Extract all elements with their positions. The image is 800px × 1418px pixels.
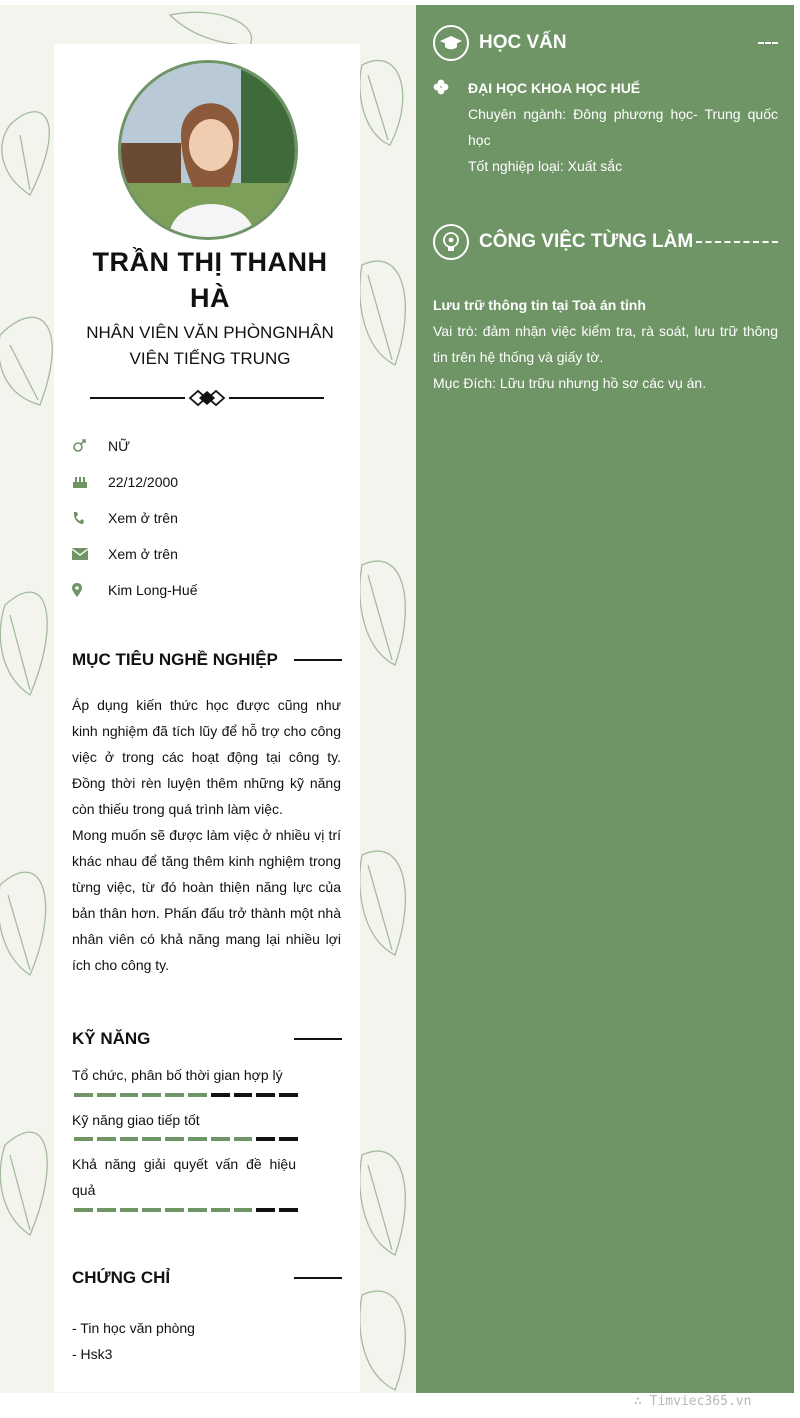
skill-bar-segment	[165, 1137, 184, 1141]
info-row-gender	[72, 428, 342, 464]
objective-title: MỤC TIÊU NGHỀ NGHIỆP	[72, 650, 278, 669]
birthday-cake-icon	[72, 475, 108, 489]
skill-bar-segment	[211, 1137, 230, 1141]
skill-bar-segment	[97, 1093, 116, 1097]
right-column	[416, 5, 794, 1393]
education-title: HỌC VẤN	[479, 32, 567, 53]
skill-bar-segment	[165, 1208, 184, 1212]
skill-label: Kỹ năng giao tiếp tốt	[72, 1112, 200, 1128]
company-name: Lưu trữ thông tin tại Toà án tỉnh	[433, 297, 646, 313]
skill-bar-segment	[234, 1093, 253, 1097]
certificate-item: - Hsk3	[72, 1346, 113, 1362]
site-watermark: ∴ Timviec365.vn	[634, 1394, 752, 1409]
email-value: Xem ở trên	[108, 546, 178, 562]
skill-bar-segment	[234, 1137, 253, 1141]
skill-bar-segment	[211, 1093, 230, 1097]
education-entry	[433, 75, 778, 179]
skill-bar-segment	[120, 1208, 139, 1212]
skill-bar-segment	[279, 1093, 298, 1097]
candidate-name: TRẦN THỊ THANH HÀ	[92, 247, 328, 313]
school-name: ĐẠI HỌC KHOA HỌC HUẾ	[468, 80, 641, 96]
certificates-title: CHỨNG CHỈ	[72, 1268, 171, 1287]
personal-info-list	[72, 428, 342, 608]
skill-bar-segment	[142, 1208, 161, 1212]
certificate-item: - Tin học văn phòng	[72, 1320, 195, 1336]
skill-label: Khả năng giải quyết vấn đề hiệu quả	[72, 1156, 296, 1198]
skill-bar-segment	[188, 1208, 207, 1212]
skill-bar-segment	[234, 1208, 253, 1212]
skill-bar-segment	[279, 1208, 298, 1212]
experience-title: CÔNG VIỆC TỪNG LÀM	[479, 231, 694, 252]
envelope-icon	[72, 548, 108, 560]
skill-bar-segment	[97, 1137, 116, 1141]
graduation-grade: Tốt nghiệp loại: Xuất sắc	[468, 158, 623, 174]
avatar-photo-icon	[121, 63, 295, 237]
skills-section-title	[72, 1027, 342, 1051]
education-header	[433, 24, 778, 62]
role-description: Vai trò: đảm nhận việc kiểm tra, rà soát, lưu trữ thông tin trên hệ thống và giấy tờ.	[433, 323, 778, 365]
objective-paragraph-2: Mong muốn sẽ được làm việc ở nhiều vị trí khác nhau để tăng thêm kinh nghiệm trong từng việc, từ đó hoàn thiện năng lực của bản thân hơn. Phấn đấu trở thành một nhà nhân viên có khả năng mang lại nhiều lợi ích cho công ty.	[72, 827, 341, 973]
phone-value: Xem ở trên	[108, 510, 178, 526]
skill-bar-segment	[142, 1093, 161, 1097]
gender-icon	[72, 439, 108, 453]
phone-icon	[72, 511, 108, 525]
map-marker-icon	[72, 583, 108, 597]
info-row-email	[72, 536, 342, 572]
info-row-address	[72, 572, 342, 608]
header-dash-line	[758, 42, 778, 44]
skill-bar-segment	[120, 1137, 139, 1141]
skill-level-bar	[74, 1137, 298, 1141]
skill-level-bar	[74, 1093, 298, 1097]
skill-bar-segment	[256, 1093, 275, 1097]
skill-bar-segment	[74, 1093, 93, 1097]
birthday-value: 22/12/2000	[108, 474, 179, 490]
experience-header	[433, 223, 778, 261]
skill-bar-segment	[188, 1137, 207, 1141]
certificates-section-title	[72, 1266, 342, 1290]
address-value: Kim Long-Huế	[108, 582, 198, 598]
skill-bar-segment	[74, 1208, 93, 1212]
job-title: NHÂN VIÊN VĂN PHÒNGNHÂN VIÊN TIẾNG TRUNG	[86, 323, 334, 368]
info-row-birthday	[72, 464, 342, 500]
skills-title: KỸ NĂNG	[72, 1029, 151, 1048]
skill-bar-segment	[256, 1208, 275, 1212]
objective-paragraph-1: Áp dụng kiến thức học được cũng như kinh nghiệm đã tích lũy để hỗ trợ cho công việc ở trong các hoạt động tại công ty. Đồng thời rèn luyện thêm những kỹ năng còn thiếu trong quá trình làm việc.	[72, 697, 341, 817]
objective-section-title	[72, 648, 342, 672]
info-row-phone	[72, 500, 342, 536]
graduation-cap-icon	[433, 25, 469, 61]
ornament-divider-icon	[90, 388, 324, 408]
title-line	[294, 659, 342, 661]
skill-bar-segment	[279, 1137, 298, 1141]
gender-value: NỮ	[108, 438, 131, 454]
skill-bar-segment	[211, 1208, 230, 1212]
skill-bar-segment	[120, 1093, 139, 1097]
header-dash-line	[696, 241, 778, 243]
skill-bar-segment	[97, 1208, 116, 1212]
skill-bar-segment	[256, 1137, 275, 1141]
lightbulb-gear-icon	[433, 224, 469, 260]
major: Chuyên ngành: Đông phương học- Trung quốc học	[468, 106, 778, 148]
clover-bullet-icon	[433, 79, 449, 95]
purpose-description: Mục Đích: Lữu trữu nhưng hồ sơ các vụ án.	[433, 375, 707, 391]
skill-bar-segment	[74, 1137, 93, 1141]
skill-bar-segment	[165, 1093, 184, 1097]
profile-photo	[118, 60, 298, 240]
experience-entry	[433, 292, 778, 396]
title-line	[294, 1277, 342, 1279]
skill-label: Tổ chức, phân bố thời gian hợp lý	[72, 1067, 283, 1083]
skill-level-bar	[74, 1208, 298, 1212]
title-line	[294, 1038, 342, 1040]
skill-bar-segment	[188, 1093, 207, 1097]
skill-bar-segment	[142, 1137, 161, 1141]
